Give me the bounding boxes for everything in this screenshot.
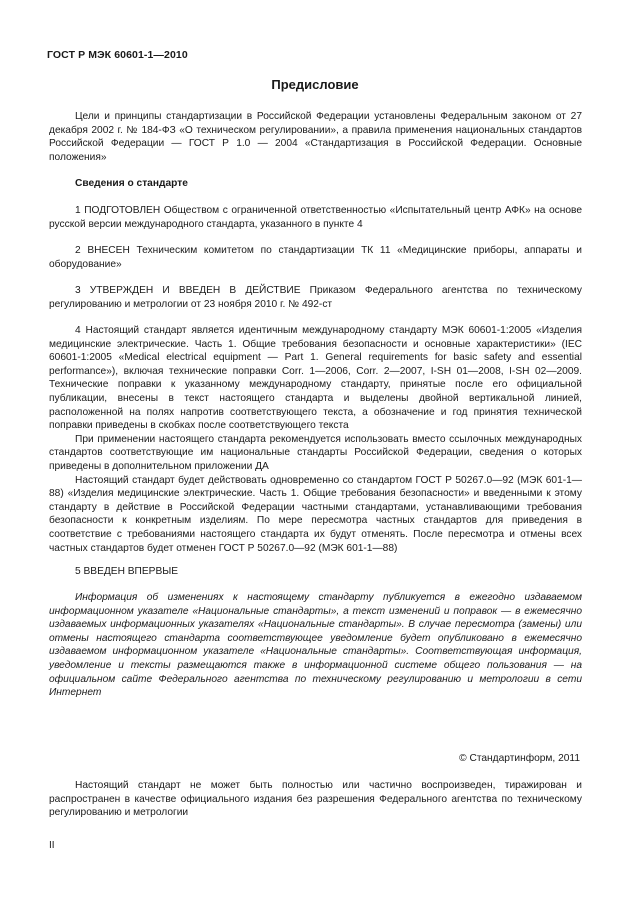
document-header-code: ГОСТ Р МЭК 60601-1—2010 (47, 49, 188, 61)
page-title: Предисловие (271, 77, 359, 92)
copyright-line: © Стандартинформ, 2011 (459, 753, 580, 764)
intro-paragraph: Цели и принципы стандартизации в Российской Федерации установлены Федеральным законом от 27 декабря 2002 г. № 184-ФЗ «О техническом регулировании», а правила применения национальных стандартов Российской Федерации — ГОСТ Р 1.0 — 2004 «Стандартизация в Российской Федерации. Основные положения» (49, 111, 582, 163)
item-5-block (49, 565, 582, 579)
notice-block (49, 591, 582, 700)
item-4-paragraph-1: 4 Настоящий стандарт является идентичным международному стандарту МЭК 60601-1:2005 «Изделия медицинские электрические. Часть 1. Общие требования безопасности и основные характеристики» (IEC 60601-1:2005 «Medical electrical equipment — Part 1. General requirements for basic safety and essential performance»), включая технические поправки Corr. 1—2006, Corr. 2—2007, I-SH 01—2008, I-SH 02—2009. Технические поправки к указанному международному стандарту, принятые после его официальной публикации, внесены в текст настоящего стандарта и выделены двойной вертикальной линией, расположенной на полях напротив соответствующего текста, а обозначение и год принятия технической поправки приведены в скобках после соответствующего текста (49, 325, 582, 432)
item-1-paragraph: 1 ПОДГОТОВЛЕН Обществом с ограниченной ответственностью «Испытательный центр АФК» на основе русской версии международного стандарта, указанного в пункте 4 (49, 205, 582, 230)
item-4-paragraph-3: Настоящий стандарт будет действовать одновременно со стандартом ГОСТ Р 50267.0—92 (МЭК 601-1— 88) «Изделия медицинские электрические. Часть 1. Общие требования безопасности» и введенными к этому стандарту в действие в Российской Федерации частными стандартами, устанавливающими требования безопасности к конкретным изделиям. По мере пересмотра частных стандартов для приведения в соответствие с требованиями настоящего стандарта их будут отменять. После пересмотра и отмены всех частных стандартов будет отменен ГОСТ Р 50267.0—92 (МЭК 601-1—88) (49, 474, 582, 554)
item-3-paragraph: 3 УТВЕРЖДЕН И ВВЕДЕН В ДЕЙСТВИЕ Приказом Федерального агентства по техническому регулированию и метрологии от 23 ноября 2010 г. № 492-ст (49, 285, 582, 310)
notice-paragraph: Информация об изменениях к настоящему стандарту публикуется в ежегодно издаваемом информационном указателе «Национальные стандарты», а текст изменений и поправок — в ежемесячно издаваемых информационных указателях «Национальные стандарты». В случае пересмотра (замены) или отмены настоящего стандарта соответствующее уведомление будет опубликовано в ежемесячно издаваемом информационном указателе «Национальные стандарты». Соответствующая информация, уведомление и тексты размещаются также в информационной системе общего пользования — на официальном сайте Федерального агентства по техническому регулированию и метрологии в сети Интернет (49, 592, 582, 699)
item-1-block (49, 204, 582, 231)
reproduction-paragraph: Настоящий стандарт не может быть полностью или частично воспроизведен, тиражирован и распространен в качестве официального издания без разрешения Федерального агентства по техническому регулированию и метрологии (49, 780, 582, 819)
item-2-paragraph: 2 ВНЕСЕН Техническим комитетом по стандартизации ТК 11 «Медицинские приборы, аппараты и оборудование» (49, 245, 582, 270)
section-heading-block (49, 177, 582, 191)
item-2-block (49, 244, 582, 271)
item-4-paragraph-2: При применении настоящего стандарта рекомендуется использовать вместо ссылочных международных стандартов соответствующие им национальные стандарты Российской Федерации, сведения о которых приведены в дополнительном приложении ДА (49, 433, 582, 472)
item-4-block (49, 324, 582, 555)
item-5-paragraph: 5 ВВЕДЕН ВПЕРВЫЕ (75, 566, 179, 577)
item-3-block (49, 284, 582, 311)
page-number: II (49, 840, 55, 851)
intro-paragraph-block (49, 110, 582, 164)
reproduction-block (49, 779, 582, 820)
section-heading: Сведения о стандарте (75, 178, 188, 189)
